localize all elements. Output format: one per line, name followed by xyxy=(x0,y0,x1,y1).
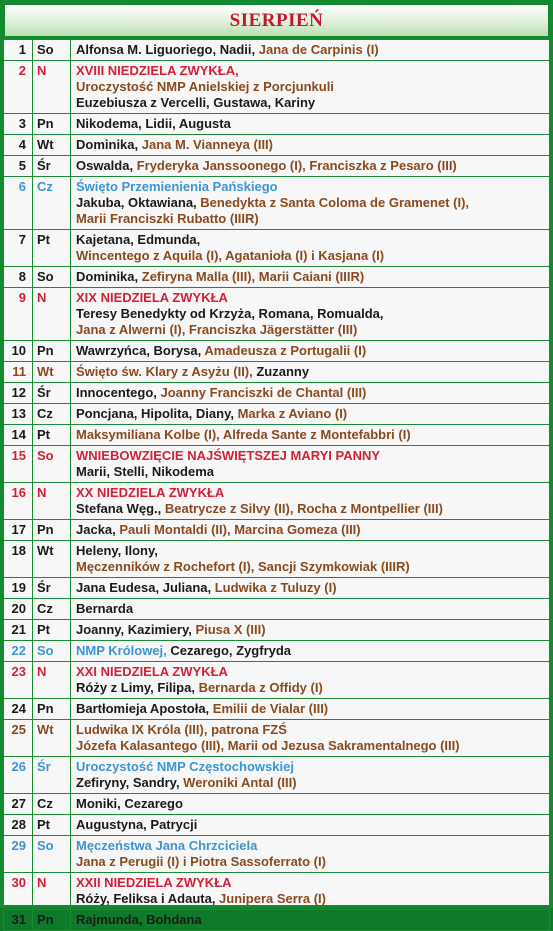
entry-line xyxy=(76,211,545,227)
entry-line xyxy=(76,838,545,854)
franciscan-saints: Uroczystość NMP Anielskiej z Porcjunkuli xyxy=(76,79,334,94)
entry-line xyxy=(76,116,545,132)
weekday: Pn xyxy=(33,699,71,720)
franciscan-saints: Jana M. Vianneya (III) xyxy=(141,137,274,152)
day-entries xyxy=(71,699,550,720)
weekday: Wt xyxy=(33,135,71,156)
day-entries xyxy=(71,135,550,156)
day-entries xyxy=(71,230,550,267)
day-entries xyxy=(71,910,550,931)
weekday: Pt xyxy=(33,425,71,446)
saint-names: Dominika, xyxy=(76,269,142,284)
saint-names: Alfonsa M. Liguoriego, Nadii, xyxy=(76,42,259,57)
franciscan-saints: Piusa X (III) xyxy=(195,622,266,637)
franciscan-saints: Ludwika z Tuluzy (I) xyxy=(214,580,337,595)
weekday: So xyxy=(33,641,71,662)
weekday: N xyxy=(33,873,71,910)
entry-line xyxy=(76,137,545,153)
saint-names: Kajetana, Edmunda, xyxy=(76,232,201,247)
day-entries xyxy=(71,836,550,873)
weekday: Cz xyxy=(33,599,71,620)
day-number: 3 xyxy=(4,114,33,135)
entry-line xyxy=(76,406,545,422)
calendar-row xyxy=(4,699,550,720)
calendar-row xyxy=(4,230,550,267)
entry-line xyxy=(76,680,545,696)
calendar-row xyxy=(4,404,550,425)
day-entries xyxy=(71,757,550,794)
day-entries xyxy=(71,362,550,383)
calendar-row xyxy=(4,341,550,362)
weekday: N xyxy=(33,483,71,520)
calendar-row xyxy=(4,599,550,620)
weekday: So xyxy=(33,267,71,288)
day-entries xyxy=(71,794,550,815)
saint-names: Teresy Benedykty od Krzyża, Romana, Romualda, xyxy=(76,306,384,321)
franciscan-saints: Emilii de Vialar (III) xyxy=(212,701,329,716)
day-number: 2 xyxy=(4,61,33,114)
month-header xyxy=(3,3,550,39)
day-number: 28 xyxy=(4,815,33,836)
day-number: 29 xyxy=(4,836,33,873)
day-entries xyxy=(71,641,550,662)
day-number: 26 xyxy=(4,757,33,794)
day-number: 6 xyxy=(4,177,33,230)
calendar-row xyxy=(4,836,550,873)
entry-line xyxy=(76,622,545,638)
franciscan-saints: Męczenników z Rochefort (I), Sancji Szymkowiak (IIIR) xyxy=(76,559,410,574)
day-entries xyxy=(71,620,550,641)
day-number: 14 xyxy=(4,425,33,446)
entry-line xyxy=(76,759,545,775)
entry-line xyxy=(76,701,545,717)
day-number: 5 xyxy=(4,156,33,177)
calendar-row xyxy=(4,446,550,483)
calendar-row xyxy=(4,757,550,794)
day-entries xyxy=(71,662,550,699)
day-number: 10 xyxy=(4,341,33,362)
saint-names: Oswalda, xyxy=(76,158,137,173)
calendar-row xyxy=(4,40,550,61)
franciscan-saints: Fryderyka Janssoonego (I), Franciszka z Pesaro (III) xyxy=(136,158,457,173)
entry-line xyxy=(76,601,545,617)
feast-name: Święto Przemienienia Pańskiego xyxy=(76,179,278,194)
entry-line xyxy=(76,817,545,833)
entry-line xyxy=(76,364,545,380)
day-entries xyxy=(71,156,550,177)
franciscan-saints: Ludwika IX Króla (III), patrona FZŚ xyxy=(76,722,287,737)
franciscan-saints: Józefa Kalasantego (III), Marii od Jezusa Sakramentalnego (III) xyxy=(76,738,460,753)
saint-names: Innocentego, xyxy=(76,385,161,400)
saint-names: Cezarego, Zygfryda xyxy=(170,643,292,658)
franciscan-saints: Weroniki Antal (III) xyxy=(183,775,297,790)
feast-name: NMP Królowej, xyxy=(76,643,171,658)
entry-line xyxy=(76,875,545,891)
entry-line xyxy=(76,722,545,738)
entry-line xyxy=(76,232,545,248)
saint-names: Poncjana, Hipolita, Diany, xyxy=(76,406,238,421)
day-entries xyxy=(71,267,550,288)
day-entries xyxy=(71,815,550,836)
entry-line xyxy=(76,891,545,907)
entry-line xyxy=(76,522,545,538)
weekday: Cz xyxy=(33,794,71,815)
entry-line xyxy=(76,63,545,79)
franciscan-saints: Jana de Carpinis (I) xyxy=(258,42,379,57)
franciscan-saints: Święto św. Klary z Asyżu (II), xyxy=(76,364,257,379)
weekday: Śr xyxy=(33,578,71,599)
day-number: 21 xyxy=(4,620,33,641)
weekday: Pn xyxy=(33,910,71,931)
calendar-panel xyxy=(3,3,550,927)
day-number: 9 xyxy=(4,288,33,341)
weekday: Śr xyxy=(33,383,71,404)
sunday-feast: WNIEBOWZIĘCIE NAJŚWIĘTSZEJ MARYI PANNY xyxy=(76,448,381,463)
day-entries xyxy=(71,873,550,910)
weekday: Cz xyxy=(33,404,71,425)
saint-names: Zuzanny xyxy=(256,364,310,379)
feast-name: Męczeństwa Jana Chrzciciela xyxy=(76,838,258,853)
day-number: 7 xyxy=(4,230,33,267)
day-entries xyxy=(71,114,550,135)
weekday: Śr xyxy=(33,156,71,177)
calendar-row xyxy=(4,177,550,230)
day-number: 30 xyxy=(4,873,33,910)
weekday: N xyxy=(33,662,71,699)
saint-names: Róży, Feliksa i Adauta, xyxy=(76,891,220,906)
weekday: So xyxy=(33,836,71,873)
day-entries xyxy=(71,720,550,757)
calendar-row xyxy=(4,114,550,135)
saint-names: Augustyna, Patrycji xyxy=(76,817,198,832)
entry-line xyxy=(76,912,545,928)
day-entries xyxy=(71,483,550,520)
sunday-feast: XIX NIEDZIELA ZWYKŁA xyxy=(76,290,228,305)
franciscan-saints: Benedykta z Santa Coloma de Gramenet (I), xyxy=(200,195,470,210)
entry-line xyxy=(76,796,545,812)
saint-names: Nikodema, Lidii, Augusta xyxy=(76,116,231,131)
saint-names: Róży z Limy, Filipa, xyxy=(76,680,199,695)
entry-line xyxy=(76,543,545,559)
entry-line xyxy=(76,501,545,517)
saint-names: Euzebiusza z Vercelli, Gustawa, Kariny xyxy=(76,95,316,110)
day-number: 13 xyxy=(4,404,33,425)
day-entries xyxy=(71,520,550,541)
day-entries xyxy=(71,425,550,446)
day-number: 17 xyxy=(4,520,33,541)
weekday: So xyxy=(33,446,71,483)
day-number: 23 xyxy=(4,662,33,699)
day-number: 11 xyxy=(4,362,33,383)
weekday: Cz xyxy=(33,177,71,230)
weekday: Pt xyxy=(33,620,71,641)
franciscan-saints: Marka z Aviano (I) xyxy=(237,406,348,421)
day-number: 4 xyxy=(4,135,33,156)
saint-names: Moniki, Cezarego xyxy=(76,796,183,811)
day-number: 27 xyxy=(4,794,33,815)
saint-names: Rajmunda, Bohdana xyxy=(76,912,202,927)
weekday: Pn xyxy=(33,114,71,135)
saint-names: Zefiryny, Sandry, xyxy=(76,775,184,790)
franciscan-saints: Jana z Alwerni (I), Franciszka Jägerstätter (III) xyxy=(76,322,358,337)
weekday: N xyxy=(33,61,71,114)
day-number: 12 xyxy=(4,383,33,404)
entry-line xyxy=(76,290,545,306)
day-number: 31 xyxy=(4,910,33,931)
saint-names: Stefana Węg., xyxy=(76,501,165,516)
month-title: SIERPIEŃ xyxy=(229,9,324,31)
calendar-row xyxy=(4,873,550,910)
day-entries xyxy=(71,383,550,404)
day-number: 18 xyxy=(4,541,33,578)
franciscan-saints: Maksymiliana Kolbe (I), Alfreda Sante z Montefabbri (I) xyxy=(76,427,411,442)
sunday-feast: XXI NIEDZIELA ZWYKŁA xyxy=(76,664,228,679)
franciscan-saints: Amadeusza z Portugalii (I) xyxy=(204,343,367,358)
calendar-row xyxy=(4,720,550,757)
entry-line xyxy=(76,580,545,596)
sunday-feast: XXII NIEDZIELA ZWYKŁA xyxy=(76,875,232,890)
day-number: 19 xyxy=(4,578,33,599)
entry-line xyxy=(76,854,545,870)
day-entries xyxy=(71,40,550,61)
saint-names: Jana Eudesa, Juliana, xyxy=(76,580,215,595)
sunday-feast: XX NIEDZIELA ZWYKŁA xyxy=(76,485,225,500)
entry-line xyxy=(76,385,545,401)
weekday: Śr xyxy=(33,757,71,794)
entry-line xyxy=(76,448,545,464)
entry-line xyxy=(76,79,545,95)
weekday: Wt xyxy=(33,541,71,578)
saint-names: Heleny, Ilony, xyxy=(76,543,158,558)
entry-line xyxy=(76,195,545,211)
calendar-row xyxy=(4,483,550,520)
day-entries xyxy=(71,599,550,620)
day-entries xyxy=(71,177,550,230)
calendar-row xyxy=(4,662,550,699)
entry-line xyxy=(76,179,545,195)
calendar-row xyxy=(4,541,550,578)
day-number: 16 xyxy=(4,483,33,520)
calendar-row xyxy=(4,288,550,341)
saint-names: Marii, Stelli, Nikodema xyxy=(76,464,214,479)
calendar-row xyxy=(4,61,550,114)
franciscan-saints: Bernarda z Offidy (I) xyxy=(198,680,323,695)
weekday: Pt xyxy=(33,815,71,836)
franciscan-saints: Beatrycze z Silvy (II), Rocha z Montpellier (III) xyxy=(164,501,443,516)
entry-line xyxy=(76,95,545,111)
calendar-row xyxy=(4,620,550,641)
franciscan-saints: Pauli Montaldi (II), Marcina Gomeza (III) xyxy=(119,522,361,537)
day-entries xyxy=(71,61,550,114)
weekday: Pn xyxy=(33,520,71,541)
franciscan-saints: Joanny Franciszki de Chantal (III) xyxy=(160,385,367,400)
day-number: 1 xyxy=(4,40,33,61)
calendar-rows xyxy=(4,40,550,931)
entry-line xyxy=(76,269,545,285)
calendar-row xyxy=(4,425,550,446)
day-entries xyxy=(71,341,550,362)
weekday: Wt xyxy=(33,362,71,383)
weekday: Pt xyxy=(33,230,71,267)
weekday: So xyxy=(33,40,71,61)
entry-line xyxy=(76,42,545,58)
entry-line xyxy=(76,485,545,501)
entry-line xyxy=(76,664,545,680)
saint-names: Wawrzyńca, Borysa, xyxy=(76,343,205,358)
day-number: 8 xyxy=(4,267,33,288)
entry-line xyxy=(76,559,545,575)
day-entries xyxy=(71,578,550,599)
day-number: 20 xyxy=(4,599,33,620)
franciscan-saints: Jana z Perugii (I) i Piotra Sassoferrato (I) xyxy=(76,854,326,869)
calendar-row xyxy=(4,520,550,541)
franciscan-saints: Wincentego z Aquila (I), Agatanioła (I) i Kasjana (I) xyxy=(76,248,385,263)
calendar-row xyxy=(4,156,550,177)
calendar-row xyxy=(4,641,550,662)
calendar-row xyxy=(4,135,550,156)
day-entries xyxy=(71,446,550,483)
day-number: 24 xyxy=(4,699,33,720)
saint-names: Dominika, xyxy=(76,137,142,152)
saint-names: Joanny, Kazimiery, xyxy=(76,622,196,637)
calendar-row xyxy=(4,910,550,931)
calendar-row xyxy=(4,578,550,599)
entry-line xyxy=(76,322,545,338)
franciscan-saints: Zefiryna Malla (III), Marii Caiani (IIIR) xyxy=(141,269,365,284)
franciscan-saints: Marii Franciszki Rubatto (IIIR) xyxy=(76,211,259,226)
day-entries xyxy=(71,541,550,578)
calendar-table xyxy=(3,39,550,931)
entry-line xyxy=(76,343,545,359)
day-number: 15 xyxy=(4,446,33,483)
calendar-row xyxy=(4,815,550,836)
weekday: Wt xyxy=(33,720,71,757)
feast-name: Uroczystość NMP Częstochowskiej xyxy=(76,759,294,774)
calendar-row xyxy=(4,794,550,815)
entry-line xyxy=(76,306,545,322)
entry-line xyxy=(76,158,545,174)
saint-names: Jakuba, Oktawiana, xyxy=(76,195,201,210)
saint-names: Bartłomieja Apostoła, xyxy=(76,701,213,716)
day-number: 22 xyxy=(4,641,33,662)
weekday: Pn xyxy=(33,341,71,362)
franciscan-saints: Junipera Serra (I) xyxy=(219,891,326,906)
calendar-row xyxy=(4,362,550,383)
entry-line xyxy=(76,248,545,264)
entry-line xyxy=(76,738,545,754)
day-entries xyxy=(71,404,550,425)
calendar-row xyxy=(4,267,550,288)
weekday: N xyxy=(33,288,71,341)
calendar-row xyxy=(4,383,550,404)
saint-names: Jacka, xyxy=(76,522,120,537)
saint-names: Bernarda xyxy=(76,601,134,616)
sunday-feast: XVIII NIEDZIELA ZWYKŁA, xyxy=(76,63,239,78)
entry-line xyxy=(76,643,545,659)
day-number: 25 xyxy=(4,720,33,757)
day-entries xyxy=(71,288,550,341)
entry-line xyxy=(76,427,545,443)
entry-line xyxy=(76,775,545,791)
entry-line xyxy=(76,464,545,480)
